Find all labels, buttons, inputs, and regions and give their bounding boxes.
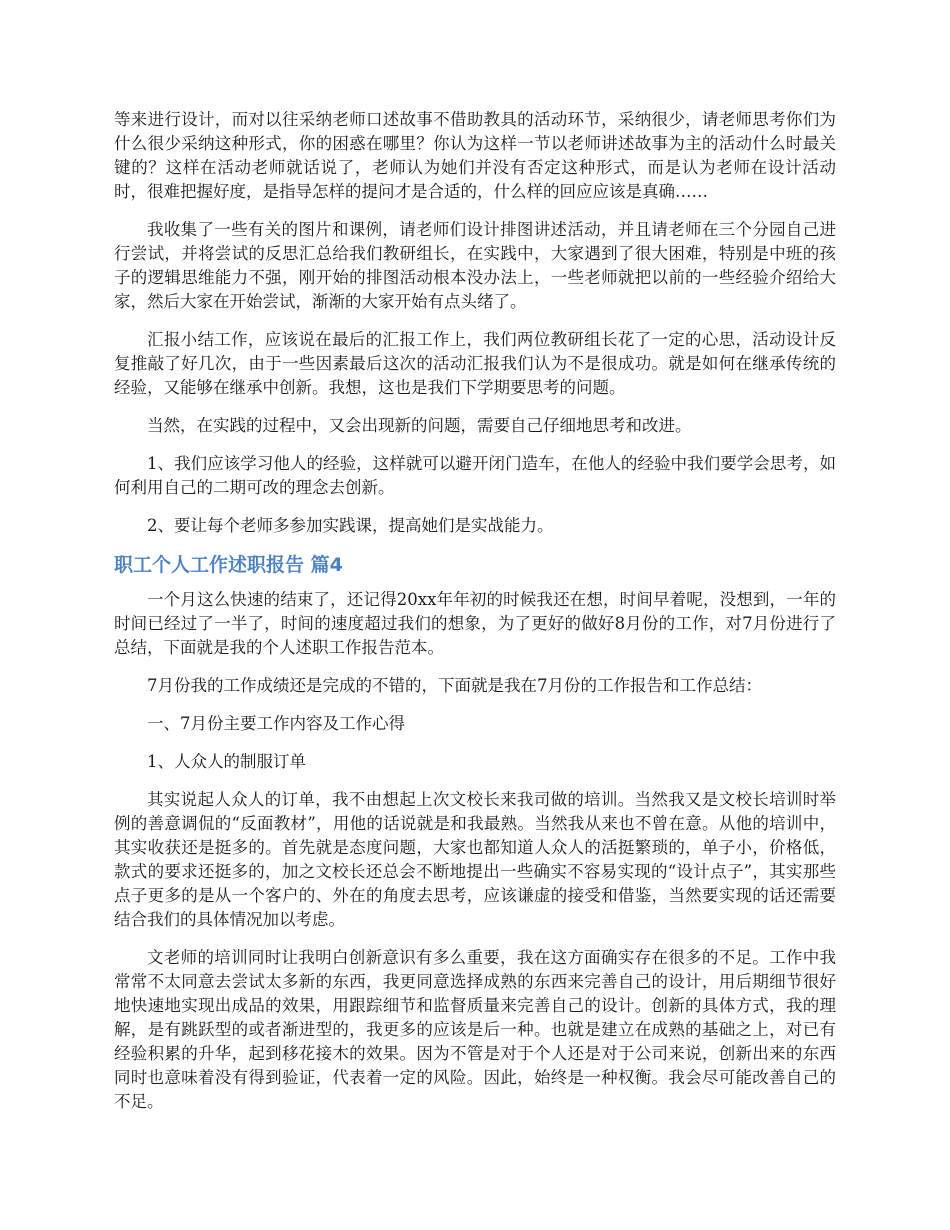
subsection-item-title: 1、人众人的制服订单 (147, 752, 306, 771)
paragraph: 汇报小结工作，应该说在最后的汇报工作上，我们两位教研组长花了一定的心思，活动设计反复推敲了好几次，由于一些因素最后这次的活动汇报我们认为不是很成功。就是如何在继承传统的经验，又能够在继承中创新。我想，这也是我们下学期要思考的问题。 (114, 330, 836, 397)
paragraph-continued: 等来进行设计，而对以往采纳老师口述故事不借助教具的活动环节，采纳很少，请老师思考你们为什么很少采纳这种形式，你的困惑在哪里？你认为这样一节以老师讲述故事为主的活动什么时最关键的？这样在活动老师就话说了，老师认为她们并没有否定这种形式，而是认为老师在设计活动时，很难把握好度，是指导怎样的提问才是合适的，什么样的回应应该是真确…… (114, 110, 836, 201)
paragraph-list-item-1: 1、我们应该学习他人的经验，这样就可以避开闭门造车，在他人的经验中我们要学会思考，如何利用自己的二期可改的理念去创新。 (114, 454, 836, 497)
paragraph: 其实说起人众人的订单，我不由想起上次文校长来我司做的培训。当然我又是文校长培训时举例的善意调侃的“反面教材”，用他的话说就是和我最熟。当然我从来也不曾在意。从他的培训中，其实收获还是挺多的。首先就是态度问题，大家也都知道人众人的活挺繁琐的，单子小，价格低，款式的要求还挺多的，加之文校长还总会不断地提出一些确实不容易实现的“设计点子”，其实那些点子更多的是从一个客户的、外在的角度去思考，应该谦虚的接受和借鉴，当然要实现的话还需要结合我们的具体情况加以考虑。 (114, 790, 836, 929)
section-heading: 职工个人工作述职报告 篇4 (114, 554, 343, 576)
paragraph: 我收集了一些有关的图片和课例，请老师们设计排图讲述活动，并且请老师在三个分园自己进行尝试，并将尝试的反思汇总给我们教研组长，在实践中，大家遇到了很大困难，特别是中班的孩子的逻辑思维能力不强，刚开始的排图活动根本没办法上，一些老师就把以前的一些经验介绍给大家，然后大家在开始尝试，渐渐的大家开始有点头绪了。 (114, 220, 836, 311)
subsection-title: 一、7月份主要工作内容及工作心得 (147, 714, 405, 733)
document-page (114, 108, 836, 1128)
paragraph: 当然，在实践的过程中，又会出现新的问题，需要自己仔细地思考和改进。 (147, 416, 692, 435)
paragraph: 一个月这么快速的结束了，还记得20xx年年初的时候我还在想，时间早着呢，没想到，一年的时间已经过了一半了，时间的速度超过我们的想象，为了更好的做好8月份的工作，对7月份进行了总结，下面就是我的个人述职工作报告范本。 (114, 590, 836, 657)
paragraph: 7月份我的工作成绩还是完成的不错的，下面就是我在7月份的工作报告和工作总结： (147, 676, 762, 695)
paragraph: 文老师的培训同时让我明白创新意识有多么重要，我在这方面确实存在很多的不足。工作中我常常不太同意去尝试太多新的东西，我更同意选择成熟的东西来完善自己的设计，用后期细节很好地快速地实现出成品的效果，用跟踪细节和监督质量来完善自己的设计。创新的具体方式，我的理解，是有跳跃型的或者渐进型的，我更多的应该是后一种。也就是建立在成熟的基础之上，对已有经验积累的升华，起到移花接木的效果。因为不管是对于个人还是对于公司来说，创新出来的东西同时也意味着没有得到验证，代表着一定的风险。因此，始终是一种权衡。我会尽可能改善自己的不足。 (114, 948, 836, 1111)
paragraph-list-item-2: 2、要让每个老师多参加实践课，提高她们是实战能力。 (147, 516, 554, 535)
